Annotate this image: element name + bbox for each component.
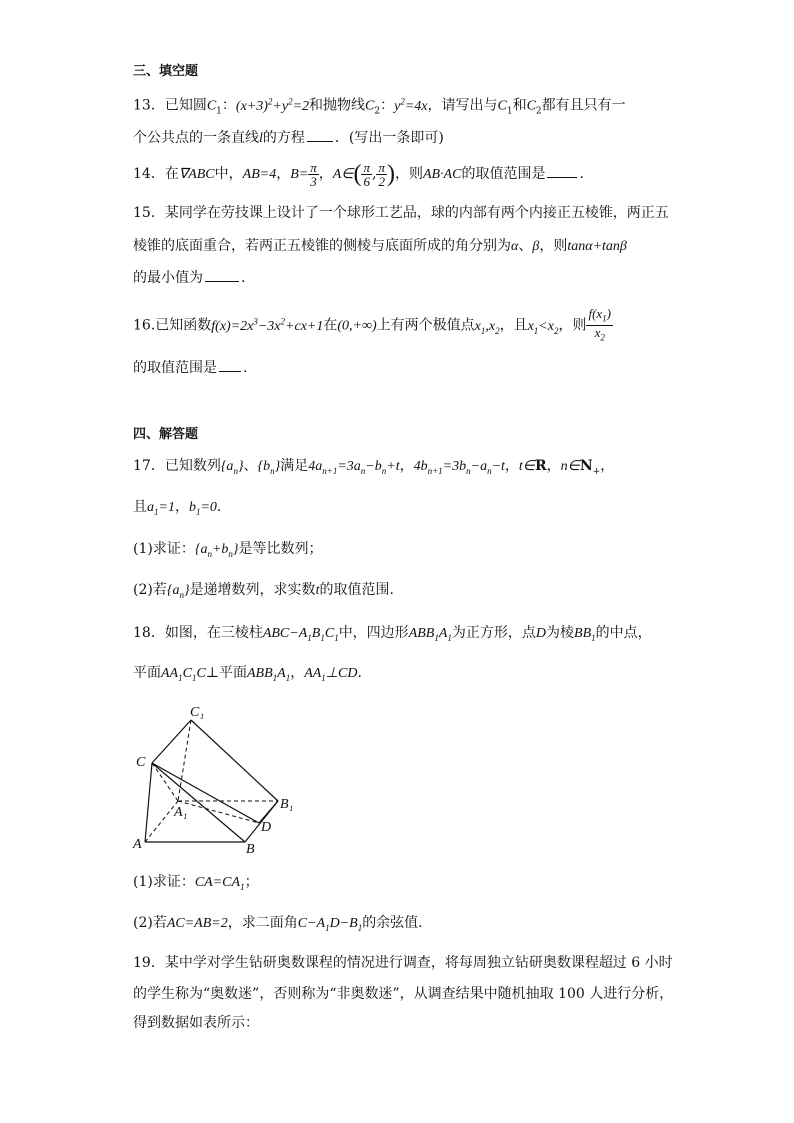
answer-blank [547,163,577,178]
question-16: 16.已知函数$f(x)=2x^3-3x^2+cx+1$在(0,+∞)上有两个极值点$x_1,x_2$，且$x_1<x_2$，则 $\frac{f(x_1)}{x_2}$ [133,305,612,343]
label-C: C [136,755,146,770]
question-14: 14．在∇ABC中，AB=4，B= $\frac{\pi}{3}$ ，A∈( $\frac{\pi}{6}$ , $\frac{\pi}{2}$ )，则AB·AC的取值范围是 . [133,159,584,189]
question-18-part-1: (1)求证：$CA=CA_1$； [133,874,259,892]
question-17-part-1: (1)求证：$\{a_n+b_n\}$是等比数列； [133,541,323,559]
question-16-line-2: 的取值范围是 . [133,357,704,378]
section-title-fill-in: 三、填空题 [133,64,199,79]
question-18-part-2: (2)若AC=AB=2，求二面角$C-A_1D-B_1$的余弦值. [133,915,423,933]
question-17-line-2: 且$a_1=1$，$b_1=0$. [133,499,222,517]
question-18-line-1: 18．如图，在三棱柱$ABC-A_1B_1C_1$中，四边形$ABB_1A_1$为正方形，点D为棱$BB_1$的中点， [133,625,652,643]
label-C1: C₁ [190,705,205,720]
question-13-line-1: 13．已知圆$C_1$：$(x+3)^2+y^2=2$和抛物线$C_2$：$y^2=4x$，请写出与$C_1$和$C_2$都有且只有一 [133,96,626,117]
question-15-line-3: 的最小值为 . [133,267,704,288]
edge-C1-B1 [191,720,278,801]
edge-C-B [152,763,245,842]
label-A1: A₁ [174,805,188,820]
section-title-answer: 四、解答题 [133,427,199,442]
question-15-line-2: 棱锥的底面重合，若两正五棱锥的侧棱与底面所成的角分别为α、β，则tanα+tanβ [133,238,627,254]
question-19-line-1: 19．某中学对学生钻研奥数课程的情况进行调查，将每周独立钻研奥数课程超过 6 小时 [133,955,673,971]
question-19-line-2: 的学生称为“奥数迷”，否则称为“非奥数迷”，从调查结果中随机抽取 100 人进行分析， [133,986,674,1002]
answer-blank [205,267,239,282]
label-A: A [133,837,142,852]
question-18-line-2: 平面$AA_1C_1C\perp$平面$ABB_1A_1$，$AA_1\perp CD$. [133,665,362,683]
question-19-line-3: 得到数据如表所示： [133,1015,259,1031]
label-B1: B₁ [280,797,294,812]
label-D: D [261,820,272,835]
edge-C-A [145,763,152,842]
question-17-line-1: 17．已知数列$\{a_n\}$、$\{b_n\}$满足$4a_{n+1}=3a_n-b_n+t$，$4b_{n+1}=3b_n-a_n-t$，t∈R，$n\in N_+$， [133,458,615,477]
triangular-prism-figure [128,700,318,860]
question-17-part-2: (2)若$\{a_n\}$是递增数列，求实数t的取值范围. [133,582,394,600]
answer-blank [219,357,241,372]
question-13-line-2: 个公共点的一条直线l的方程 ．(写出一条即可) [133,127,704,149]
answer-blank [307,127,333,142]
label-B: B [246,842,255,857]
question-15-line-1: 15．某同学在劳技课上设计了一个球形工艺品，球的内部有两个内接正五棱锥，两正五 [133,205,669,221]
